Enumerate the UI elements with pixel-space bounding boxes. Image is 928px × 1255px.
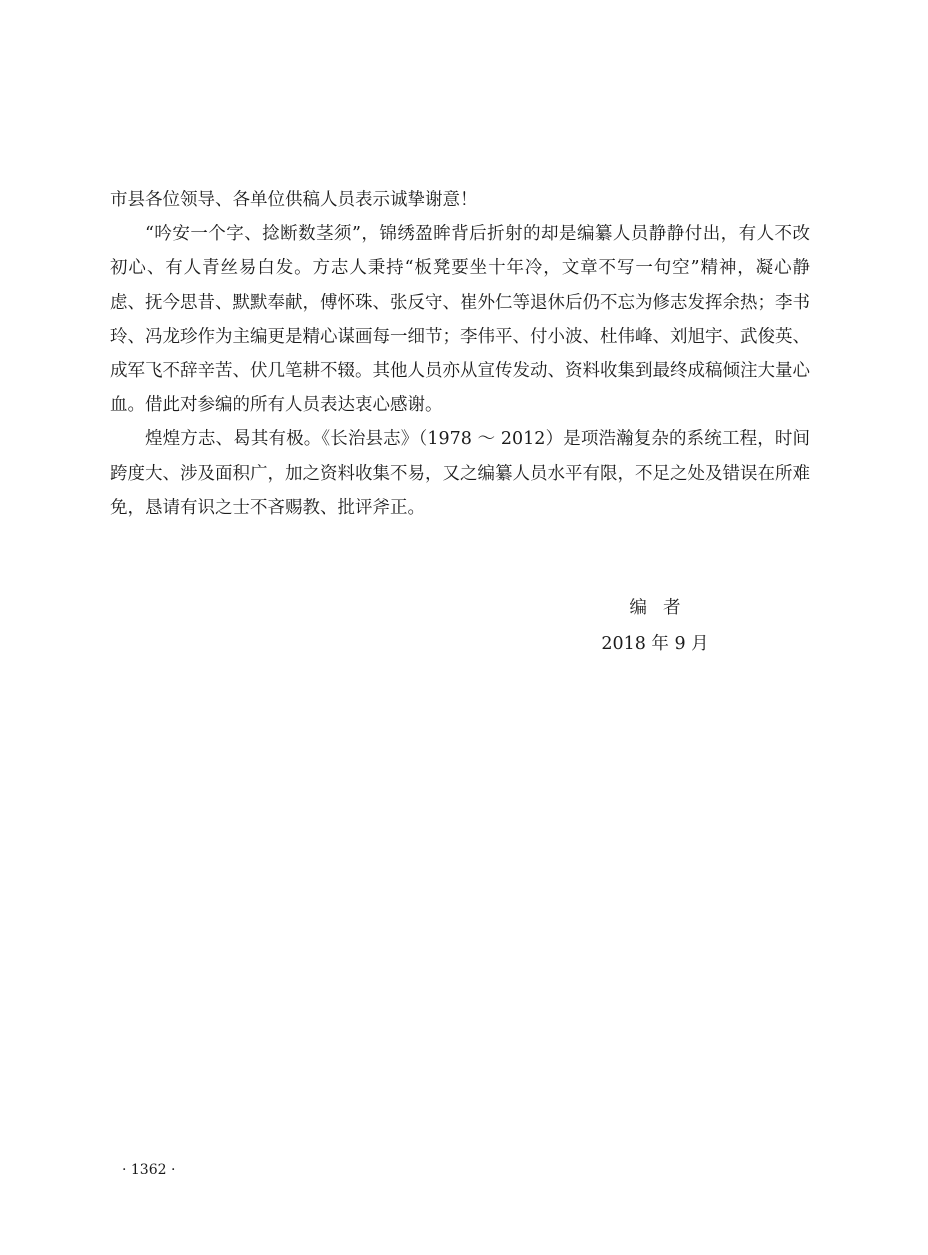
- body-text: [110, 183, 810, 525]
- signature-block: [560, 590, 750, 662]
- paragraph-continuation: 市县各位领导、各单位供稿人员表示诚挚谢意！: [110, 190, 478, 210]
- paragraph-acknowledgement: “吟安一个字、捻断数茎须”，锦绣盈眸背后折射的却是编纂人员静静付出，有人不改初心、有人青丝易白发。方志人秉持“板凳要坐十年冷，文章不写一句空”精神，凝心静虑、抚今思昔、默默奉献，傅怀珠、张反守、崔外仁等退休后仍不忘为修志发挥余热；李书玲、冯龙珍作为主编更是精心谋画每一细节；李伟平、付小波、杜伟峰、刘旭宇、武俊英、成军飞不辞辛苦、伏几笔耕不辍。其他人员亦从宣传发动、资料收集到最终成稿倾注大量心血。借此对参编的所有人员表达衷心感谢。: [110, 224, 810, 416]
- paragraph-closing: 煌煌方志、曷其有极。《长治县志》（1978 ～ 2012）是项浩瀚复杂的系统工程，时间跨度大、涉及面积广，加之资料收集不易，又之编纂人员水平有限，不足之处及错误在所难免，恳请有识之士不吝赐教、批评斧正。: [110, 429, 810, 518]
- signature-date: 2018 年 9 月: [601, 634, 709, 654]
- page-number: · 1362 ·: [122, 1162, 176, 1178]
- signature-author: 编者: [629, 598, 697, 618]
